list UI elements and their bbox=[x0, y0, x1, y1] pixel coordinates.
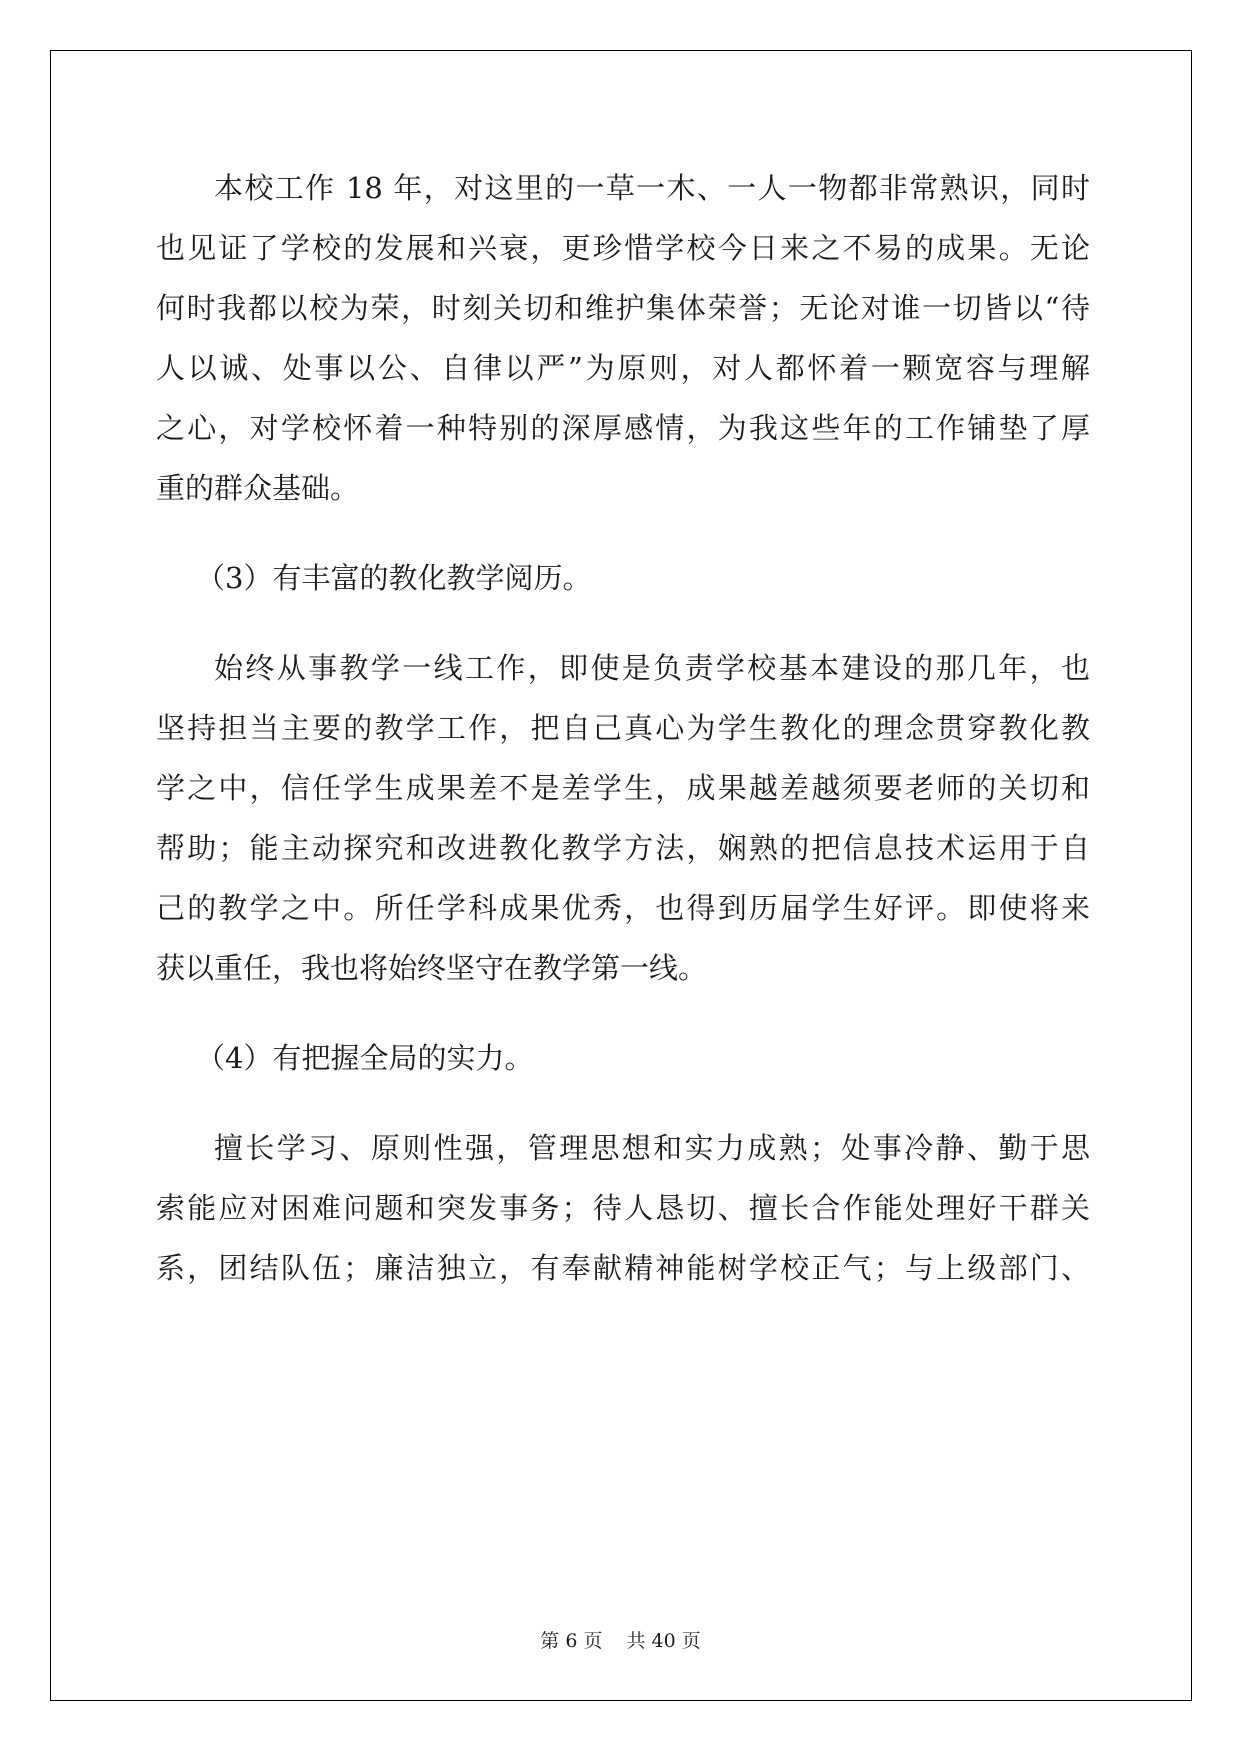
text-line: 擅长学习、原则性强，管理思想和实力成熟；处事冷静、勤于思 bbox=[214, 1131, 1090, 1165]
text-line: 索能应对困难问题和突发事务；待人恳切、擅长合作能处理好干群关 bbox=[156, 1191, 1090, 1225]
text-line: 重的群众基础。 bbox=[156, 471, 360, 505]
paragraph-spacer bbox=[156, 518, 1090, 548]
page-total: 共 40 页 bbox=[626, 1630, 701, 1652]
text-line: 始终从事教学一线工作，即使是负责学校基本建设的那几年，也 bbox=[214, 651, 1090, 685]
text-line: 坚持担当主要的教学工作，把自己真心为学生教化的理念贯穿教化教 bbox=[156, 711, 1090, 745]
paragraph bbox=[156, 638, 1090, 998]
text-line: 学之中，信任学生成果差不是差学生，成果越差越须要老师的关切和 bbox=[156, 771, 1090, 805]
text-line: （3）有丰富的教化教学阅历。 bbox=[196, 561, 592, 595]
paragraph-spacer bbox=[156, 998, 1090, 1028]
text-line: 帮助；能主动探究和改进教化教学方法，娴熟的把信息技术运用于自 bbox=[156, 831, 1090, 865]
text-line: 己的教学之中。所任学科成果优秀，也得到历届学生好评。即使将来 bbox=[156, 891, 1090, 925]
text-line: 也见证了学校的发展和兴衰，更珍惜学校今日来之不易的成果。无论 bbox=[156, 231, 1090, 265]
paragraph-spacer bbox=[156, 608, 1090, 638]
text-line: 本校工作 18 年，对这里的一草一木、一人一物都非常熟识，同时 bbox=[214, 171, 1090, 205]
page-footer bbox=[0, 1626, 1241, 1653]
paragraph bbox=[156, 1118, 1090, 1298]
text-line: 人以诚、处事以公、自律以严”为原则，对人都怀着一颗宽容与理解 bbox=[156, 351, 1090, 385]
text-line: （4）有把握全局的实力。 bbox=[196, 1041, 534, 1075]
text-line: 系，团结队伍；廉洁独立，有奉献精神能树学校正气；与上级部门、 bbox=[156, 1251, 1090, 1285]
paragraph bbox=[156, 158, 1090, 518]
section-heading bbox=[156, 548, 1090, 608]
page-number: 第 6 页 bbox=[540, 1630, 603, 1652]
paragraph-spacer bbox=[156, 1088, 1090, 1118]
section-heading bbox=[156, 1028, 1090, 1088]
text-line: 之心，对学校怀着一种特别的深厚感情，为我这些年的工作铺垫了厚 bbox=[156, 411, 1090, 445]
text-line: 获以重任，我也将始终坚守在教学第一线。 bbox=[156, 951, 708, 985]
text-line: 何时我都以校为荣，时刻关切和维护集体荣誉；无论对谁一切皆以“待 bbox=[156, 291, 1090, 325]
document-body bbox=[156, 158, 1090, 1298]
